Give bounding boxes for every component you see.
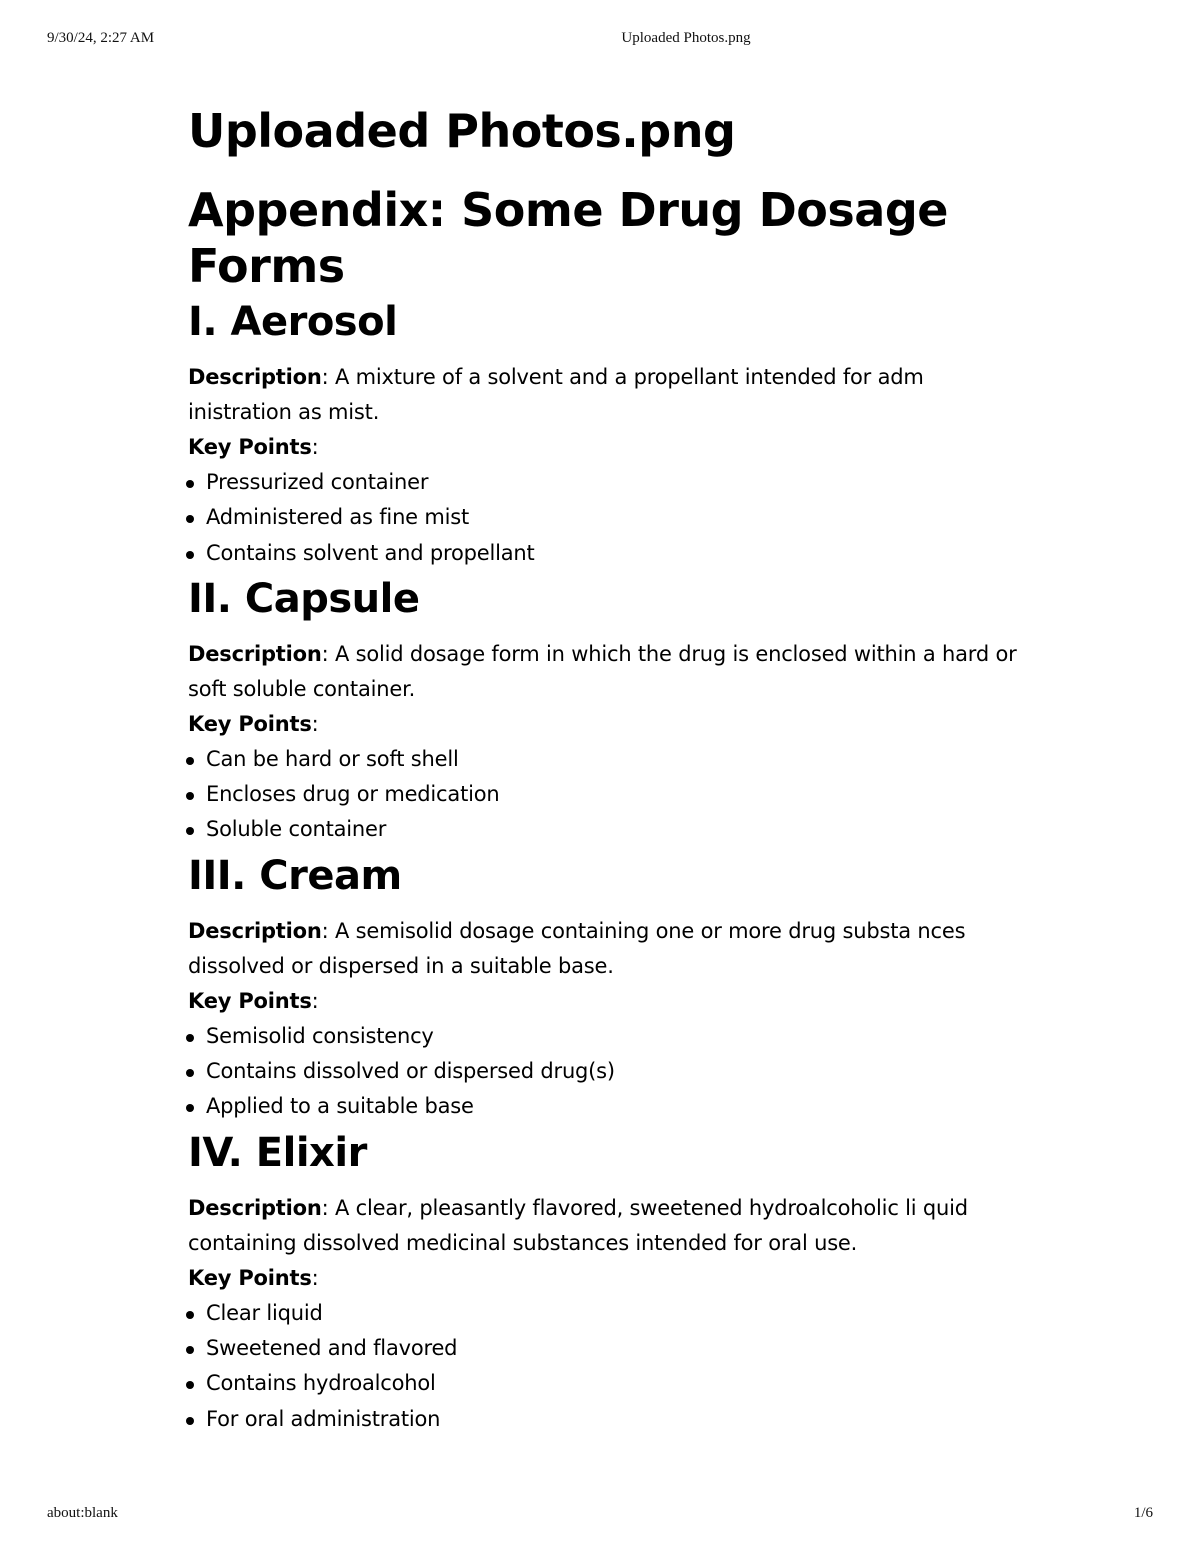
bullet-icon [186, 1034, 194, 1042]
bullet-icon [186, 1417, 194, 1425]
description-text: : A solid dosage form in which the drug is enclosed within a hard or soft soluble container. [188, 641, 1017, 701]
section-heading: II. Capsule [188, 575, 420, 622]
section-aerosol [188, 294, 1028, 571]
key-points-colon: : [311, 1265, 319, 1290]
list-item-text: Pressurized container [206, 470, 429, 494]
bullet-icon [186, 1104, 194, 1112]
description-label: Description [188, 918, 322, 943]
list-item-text: Clear liquid [206, 1300, 323, 1325]
key-points-heading [188, 1261, 1028, 1296]
list-item [188, 1331, 1028, 1366]
key-points-label: Key Points [188, 435, 312, 459]
key-points-heading [188, 430, 1028, 465]
document-title: Uploaded Photos.png [188, 104, 736, 158]
description-label: Description [188, 641, 322, 666]
bullet-icon [186, 757, 194, 765]
list-item [188, 1019, 1028, 1054]
section-capsule [188, 571, 1028, 848]
key-points-label: Key Points [188, 988, 312, 1013]
list-item-text: Applied to a suitable base [206, 1094, 474, 1119]
print-datetime: 9/30/24, 2:27 AM [47, 30, 155, 46]
print-url: about:blank [47, 1505, 118, 1521]
description-paragraph [188, 1191, 1028, 1261]
list-item-text: Can be hard or soft shell [206, 746, 459, 771]
section-heading: IV. Elixir [188, 1129, 367, 1176]
list-item [188, 1054, 1028, 1089]
bullet-icon [186, 792, 194, 800]
list-item [188, 536, 1028, 571]
key-points-list [188, 1019, 1028, 1125]
list-item-text: Soluble container [206, 817, 387, 842]
description-text: : A mixture of a solvent and a propellant intended for adm inistration as mist. [188, 365, 924, 424]
list-item-text: Contains hydroalcohol [206, 1371, 436, 1396]
key-points-label: Key Points [188, 1265, 312, 1290]
list-item [188, 777, 1028, 812]
list-item-text: Semisolid consistency [206, 1023, 434, 1048]
description-paragraph [188, 914, 1028, 984]
document-content [188, 100, 1028, 1437]
print-header [0, 30, 1200, 50]
bullet-icon [186, 551, 194, 559]
list-item [188, 1089, 1028, 1124]
key-points-colon: : [311, 435, 319, 459]
bullet-icon [186, 1069, 194, 1077]
list-item-text: Contains solvent and propellant [206, 540, 535, 565]
section-heading: III. Cream [188, 852, 402, 899]
description-paragraph [188, 637, 1028, 707]
list-item-text: For oral administration [206, 1406, 441, 1431]
section-cream [188, 848, 1028, 1125]
list-item-text: Administered as fine mist [206, 505, 470, 530]
key-points-list [188, 465, 1028, 571]
key-points-colon: : [311, 988, 319, 1013]
section-elixir [188, 1125, 1028, 1437]
description-text: : A semisolid dosage containing one or more drug substa nces dissolved or dispersed in a suitable base. [188, 918, 966, 978]
list-item-text: Encloses drug or medication [206, 782, 500, 807]
list-item [188, 1366, 1028, 1401]
print-title: Uploaded Photos.png [621, 30, 751, 46]
description-paragraph [188, 360, 1028, 430]
list-item-text: Sweetened and flavored [206, 1335, 458, 1360]
key-points-label: Key Points [188, 711, 312, 736]
list-item-text: Contains dissolved or dispersed drug(s) [206, 1059, 615, 1084]
print-page-number: 1/6 [1133, 1505, 1153, 1521]
description-text: : A clear, pleasantly flavored, sweetened hydroalcoholic li quid containing dissolved medicinal substances intended for oral use. [188, 1195, 968, 1255]
list-item [188, 812, 1028, 847]
document-subtitle: Appendix: Some Drug Dosage Forms [188, 183, 948, 293]
list-item [188, 1402, 1028, 1437]
bullet-icon [186, 827, 194, 835]
bullet-icon [186, 480, 194, 488]
description-label: Description [188, 365, 322, 389]
list-item [188, 465, 1028, 500]
bullet-icon [186, 1346, 194, 1354]
key-points-list [188, 742, 1028, 848]
list-item [188, 500, 1028, 535]
key-points-heading [188, 707, 1028, 742]
bullet-icon [186, 515, 194, 523]
key-points-list [188, 1296, 1028, 1437]
list-item [188, 1296, 1028, 1331]
list-item [188, 742, 1028, 777]
key-points-heading [188, 984, 1028, 1019]
print-footer [0, 1505, 1200, 1525]
section-heading: I. Aerosol [188, 299, 398, 345]
bullet-icon [186, 1381, 194, 1389]
bullet-icon [186, 1311, 194, 1319]
key-points-colon: : [311, 711, 319, 736]
description-label: Description [188, 1195, 322, 1220]
